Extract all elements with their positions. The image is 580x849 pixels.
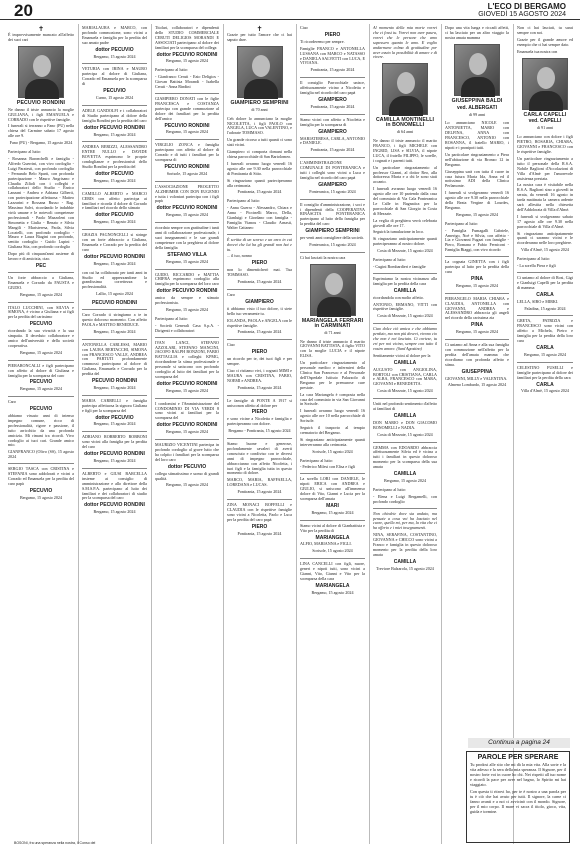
obituary-intro: Grazie per tutto l'amore che ci hai saputo dare. <box>227 32 292 42</box>
obituary-text: Ne danno il triste annuncio il marito GIOVANNI BATTISTA, il figlio VITO con la moglie LUCIA e il nipote ELISA. <box>300 338 365 359</box>
obituary-text: Esprimiamo la nostra vicinanza alla famiglia per la perdita della cara <box>373 275 437 286</box>
salutation: Ciao <box>227 342 235 348</box>
deceased-name: GIAMPIERO SEMPRINI <box>230 99 289 106</box>
obituary-text: ANTONELLA CARLESSI, MARIO con LAURA BERTACCHI, SIMONA con FRANCESCO VALLE, ANDREA con PARTUTI profondamente commossi partecipano al dolore di Giuliana, Emanuela e Corrado per la perdita del <box>82 341 147 377</box>
obituary-text: Ne danno il triste annuncio il marito FRANCO, i figli MICHELE con INGRID, LISA e SILVIA, il nipote LUCA, il fratello FILIPPO, le sorelle, i cognati e i parenti tutti. <box>373 138 437 163</box>
deceased-name: PINA <box>471 322 483 329</box>
obituary-text: Ne danno il triste annuncio la moglie GIULIANA, i figli EMANUELA e CORRADO con le rispettive famiglie. <box>8 106 74 122</box>
participants-list: - Società Generali Casa S.p.A. - Dirigenti e collaboratori <box>155 322 219 333</box>
obituary-date: Villa d'Almè, 15 agosto 2024 <box>521 388 569 394</box>
obituary-text: Dopo più di cinquant'anni assieme di lavoro e di amicizia, ciao. <box>8 251 74 262</box>
obituary-text: GRETA, PATRIZIA e FRANCESCO sono vicini con affetto a Michela, Pietro e famiglia per la perdita della loro cara <box>517 318 573 344</box>
deceased-photo <box>522 58 568 110</box>
obituary-date: Sorisole, 15 agosto 2024 <box>166 170 208 176</box>
obituary-text: La nostra cara è visitabile nella R.S.A. Baglioni sino a giovedì in serata, da venerdì 16 agosto in tarda mattinata la camera ardente sarà allestita nella chiesetta dell'Addolorata di Villa d'Almè. <box>517 182 573 212</box>
obituary-text: IVAN LANCI, STEFANO AZZOLARI, STEFANO MANCINI, JACOPO RALPH BONZONI, FABIO BATTAGLIA e colleghi KPMG, ricordandone la stima professionale e personale si uniscono con profondo cordoglio al lutto dei familiari per la scomparsa del <box>155 339 219 379</box>
deceased-name: PECUVIO RONDINI <box>16 99 66 106</box>
deceased-name: dottor PECUVIO RONDINI <box>156 51 218 58</box>
deceased-name: PECUVIO <box>29 321 53 328</box>
obituary-date: Bergamo, 15 agosto 2024 <box>166 429 208 435</box>
obituary-date: Bergamo, 15 agosto 2024 <box>93 328 136 334</box>
obituary-text: per venti anni consigliere della società. <box>300 235 364 241</box>
deceased-name: dottor PECUVIO <box>167 463 207 470</box>
obituary-column-1 <box>8 26 74 505</box>
obituary-text: L'AMMINISTRAZIONE COMUNALE DI PONTERANICA e tutti i colleghi sono vicini a Luca e famiglia nel ricordo del caro papà <box>300 160 365 180</box>
obituary-date: Bergamo, 15 agosto 2024 <box>166 258 208 264</box>
obituary-text: MARIALAURA e MARCO, con profondo commozione, sono vicini a Emanuela e famiglia per la perdita del suo amato padre <box>82 25 147 45</box>
obituary-date: Bergamo, 15 agosto 2024 <box>93 509 136 515</box>
obituary-column-4 <box>227 26 292 541</box>
deceased-name: dottor PECUVIO <box>95 212 134 219</box>
deceased-age: di 91 anni <box>536 125 554 131</box>
obituary-intro: Emanuela tua nostra con <box>517 48 558 54</box>
obituary-intro: Grazie per il grande amore ed esempio che ci hai sempre dato. <box>517 36 573 47</box>
signature: GIANFRANCO (Olivo (SS), 15 agosto 2024 <box>8 449 74 460</box>
participants-list: - Federico Milesi con Elisa e figli <box>300 464 356 470</box>
deceased-married-name: ved. CAPELLI <box>528 118 562 125</box>
obituary-date: Bergamo, 15 agosto 2024 <box>93 421 136 427</box>
obituary-date: Curno, 15 agosto 2024 <box>95 94 134 100</box>
obituary-text: CAMILLO ALBERTO e MARCO CERIS con affetto partecipa ai familiari e ricorda il dolore di Corrado e familiari nel ricordo dello stimato <box>82 190 147 211</box>
obituary-text: LINA CANCELLI con figli, nuore, generi e nipoti tutti, sono vicini a Gianni, Vito, Gianni e Vito per la scomparsa della cara <box>300 561 365 581</box>
obituary-intro: Dopo una vita lunga e riccadi affetti, ci ha lasciato per un altro viaggio la nostra amata mamma <box>445 25 509 40</box>
deceased-name: PECUVIO RONDINI <box>164 163 210 170</box>
quote-text: È scritta di un scorso e un arco in cui dovevi che lui ha gli grandi non hai e tu. <box>227 236 292 252</box>
obituary-text: Ci uniamo al dolore di Rosi, Gigi e Gianluigi Capelli per la perdita di mamma <box>517 275 573 290</box>
obituary-date: Almeno Lombardo, 15 agosto 2024 <box>447 382 507 388</box>
obituary-text: ANTONIO, ERMANO, VITTI con rispettive famiglie. <box>373 301 437 312</box>
deceased-name: dottor PECUVIO RONDINI <box>156 380 218 387</box>
column-divider <box>78 24 79 844</box>
deceased-name: PECUVIO RONDINI <box>91 300 137 307</box>
obituary-text: Caro Corrado ti stringiamo a te in questo doloroso momento. Con affetto PAOLA e MATTEO BENEDUCE. <box>82 312 147 327</box>
obituary-date: Pontirania, 15 agosto 2024 <box>310 147 355 153</box>
obituary-text: La cognata GINETTA con i figli partecipa al lutto per la perdita della cara <box>445 259 509 274</box>
obituary-text: I funerali avranno luogo venerdì 16 agosto alle ore 10 nella parrocchiale di Sorisole. <box>300 408 365 424</box>
obituary-date: Bergamo, 15 agosto 2024 <box>93 384 136 390</box>
obituary-date: Bergamo, 15 agosto 2024 <box>166 482 208 488</box>
signature: PEC <box>35 263 47 269</box>
obituary-date: Sorisole, 15 agosto 2024 <box>312 548 353 554</box>
participants-heading: Partecipano al lutto: <box>227 198 260 204</box>
obituary-date: Bergamo, 15 agosto 2024 <box>166 58 208 64</box>
obituary-text: PIERANGELO MARIA CHIARA e CLAUDIA, ANTONELLA con GIOVANNI, ANDREA e ALESSANDRO abbraccia gli angeli nel ricordo della carissima zia <box>445 295 509 321</box>
box-text: Tu prodosi alle sito che mi dà la mia vita. Alla sorte e la vita adesso e la sera della mia speranza. Il Signore, per il nostro forte voi in cuore ho chi. Nei rispetti all tuo nome e ricordi la pace per aver nel bagno, lo Spirito mi hai viaggiato. <box>470 762 566 787</box>
obituary-date: Bergamo, 15 agosto 2024 <box>20 291 62 297</box>
obituary-text: ITALO LUCCHINI, con SILVIA e SIMONA, è vicino a Giuliana e ai figli per la perdita del carissimo <box>8 304 74 320</box>
obituary-date: Ponteranica, 15 agosto 2024 <box>309 188 356 194</box>
obituary-column-2 <box>82 26 147 519</box>
deceased-name: PECUVIO <box>29 406 53 413</box>
participants-list: - Rosanna Baronchelli e famiglia - Alfredo Guerrini, con vivo cordoglio - Luigi Paratesti, con profondo cordoglio - Fernando Belo Sparti, con profonda partecipazione - Mauro Angrisano e Claudia Zilioli con i colleghi e collaboratori dello Studio - Enrico Lanzani - Andrea e Adriana Gilberti, con partecipazione affettuosa - Matteo Lazzarini e Rossana Russo - Rag. Massimo Salvi, ricordando le indubbie virtù umane e le notevoli competenze professionali - Paolo Mazzoleni con Simonetta e Giulia - Renato e Silvia Mangili - Maristeresa, Paola, Silvia Locatelli, con profondo cordoglio - Mauro e Laura Biagini con profondo, sentito cordoglio - Guido Lupini - Giuliana Sita, con profondo cordoglio <box>8 155 74 250</box>
deceased-name: dottor PECUVIO <box>95 46 134 53</box>
newspaper-name: L'ECO DI BERGAMO <box>487 2 566 11</box>
deceased-name: PECUVIO RONDINI <box>91 378 137 385</box>
deceased-name: dottor PECUVIO <box>95 170 134 177</box>
participants-heading: Partecipano al lutto: <box>445 220 478 226</box>
deceased-name: CARLA <box>536 344 554 351</box>
obituary-intro: Ci hai lasciati la nostra cara <box>300 254 346 260</box>
obituary-intro: Non ci hai lasciati, tu sarai sempre con noi. <box>517 26 573 35</box>
obituary-text: Siamo buone e generose, profondamente cavaleri di averti conosciuto e condiviso con te diversi anni di impegno parrocchiale, abbraccianno con affetto Nicoletta, i tuoi figli e la famiglia tutta in questo momento di dolore. <box>227 441 292 476</box>
column-divider <box>369 24 370 844</box>
obituary-text: I funerali si svolgeranno venerdì 16 agosto alle ore 9.30 nella parrocchiale della Beata Vergine di Lourdes, Bergamo. <box>445 190 509 210</box>
deceased-name: CAMILLA <box>393 287 417 294</box>
obituary-date: Bergamo, 15 agosto 2024 <box>93 458 136 463</box>
obituary-text: Lo annunciano NICOLE con ANTONIETTA, MARIO con DELFINA, ANNA con FRANCESCO, ANTONIO con ROSANNA, il fratello MARIO, i nipoti e i pronipoti tutti. <box>445 120 509 150</box>
obituary-date: Bergamo, 15 agosto 2024 <box>311 589 354 595</box>
deceased-name: dottor PECUVIO RONDINI <box>84 502 145 509</box>
obituary-column-7 <box>445 26 509 392</box>
obituary-date: Bergamo, 15 agosto 2024 <box>93 53 136 59</box>
deceased-name: dottor PECUVIO RONDINI <box>84 253 145 260</box>
obituary-text: NINA, SERAFINA, COSTANTINO, GIOVANNA e CHICCO sono vicini a Franco e famiglia in questo doloroso momento per la perdita della loro amata <box>373 532 437 557</box>
obituary-date: Bergamo, 15 agosto 2024 <box>456 211 498 217</box>
obituary-text: ALFIO, MARIANNA e FIGLI. <box>300 541 352 547</box>
newspaper-masthead <box>478 3 566 18</box>
participants-heading: Partecipano al lutto: <box>300 457 333 463</box>
obituary-date: Pontirania, 15 agosto 2024 <box>237 329 282 335</box>
obituary-text: non lo dimenticherò mai. Tua TOMMASO. <box>227 267 292 278</box>
obituary-date: Bergamo, 15 agosto 2024 <box>456 282 498 288</box>
deceased-age: di 71 anni <box>324 329 341 335</box>
obituary-date: Pontirania, 15 agosto 2024 <box>237 279 282 285</box>
participants-heading: Partecipano al lutto: <box>155 315 188 321</box>
obituary-text: Un particolare ringraziamento al personale medico e infermieri della Clinica San Francesco e al Personale dell'Ospedale Istituto Palazzolo di Bergamo per le premurose cure prestate. <box>300 360 365 390</box>
obituary-text: AUGUSTO con ANGIOLINA, BORTOLI con CRISTIANA, CARLA e ALBA, FRANCESCO con MARA, GIOVANNI e BENEDETTA. <box>373 366 437 387</box>
obituary-column-6 <box>373 26 437 576</box>
obituary-date: Fano (PU) - Bergamo, 15 agosto 2024 <box>9 140 73 146</box>
obituary-text: GUIDO, RICCARDO e MATTIA CHIFRA esprimono cordoglio alla famiglia per la scomparsa del loro caro <box>155 271 219 287</box>
participants-list: - Gianfranco Ceruti - Ezio Deligios - Giovan Battista Morandi - Isabella Ceruti - Anna Rindini <box>155 74 219 90</box>
signature: ... il tuo, nonno <box>227 253 252 259</box>
obituary-text: Ciao ci ristiamo vivi, i cognati MIMI e MAURA con CRISTINA, FABIO, NOEMI e ANDREA. <box>227 367 292 383</box>
obituary-date: Bergamo, 15 agosto 2024 <box>166 306 208 312</box>
obituary-date: Sorisole, 15 agosto 2024 <box>312 448 353 454</box>
column-divider <box>513 24 514 844</box>
page-header <box>0 0 580 20</box>
obituary-date: Villa d'Almè, 15 agosto 2024 <box>521 247 569 253</box>
obituary-text: Un particolare ringraziamento al professor Gianni, al dottor Reo, alla dottoressa Marta e a chi le sono stati accanto. <box>373 164 437 185</box>
obituary-text: MAURIZIO VICENTINI partecipa in profondo cordoglio al grave lutto che ha colpito i familiari per la scomparsa del loro caro <box>155 442 219 462</box>
deceased-name: CARLA CAPELLI <box>523 111 567 118</box>
deceased-name: PECUVIO <box>29 487 53 494</box>
obituary-date: Pontirania, 15 agosto 2024 <box>310 103 355 109</box>
obituary-text: GEMMA con EDOARDO abbraccia affettuosamente Silvia ed è vicina a tutti i familiari in questo doloroso momento per la scomparsa della sua amata <box>373 444 437 470</box>
obituary-text: LELLA, SIRO e MIRKI. <box>517 298 559 304</box>
obituary-text: La cara Mariangela è composta nella casa del commiato in via San Giovanni in Sorisole. <box>300 391 365 407</box>
obituary-date: Costa di Mezzate, 15 agosto 2024 <box>377 388 433 394</box>
deceased-name: CARLA <box>536 381 554 388</box>
participants-heading: Partecipano al lutto: <box>8 149 41 155</box>
obituary-text: ricordato sempre con gratitudine i tanti anni di collaborazione professionale, i suoi insegnamenti e le sue grandi competenze con la preghiera al dolore della famiglia <box>155 225 219 250</box>
obituary-date: Bergamo, 15 agosto 2024 <box>456 329 498 335</box>
salutation: Ciao <box>300 25 308 30</box>
deceased-name: dottor PECUVIO RONDINI <box>84 451 145 458</box>
obituary-text: Giampiero ci comporta domani nella chiesa parrocchiale di San Bartolomeo. <box>227 149 292 159</box>
deceased-name: dottor PECUVIO RONDINI <box>156 422 218 429</box>
obituary-text: I funerali si svolgeranno sabato 17 agosto alle ore 9.30 nella parrocchiale di Villa d'Almè. <box>517 213 573 229</box>
obituary-date: Paladina, 15 agosto 2024 <box>524 305 566 311</box>
obituary-text: Si ringraziano anticipatamente quanti interverranno alla cerimonia. <box>300 436 365 447</box>
obituary-text: Un forte abbraccio a Giuliana, Emanuela e Corrado da FAUSTA e GIUDO. <box>8 274 74 290</box>
obituary-date: Bergamo - Pontirania, 15 agosto 2024 <box>228 428 291 434</box>
obituary-text: Ti ricorderemo per sempre. <box>300 38 345 44</box>
obituary-text: GIAMPIERO DONATI con le figlie FRANCESCA e COSTANZA partecipa con grande commozione al dolore dei familiari per la perdita dell'amico <box>155 95 219 121</box>
participants-list: - Elena e Luigi Bergamelli, con profondo cordoglio <box>373 493 437 504</box>
deceased-name: GIAMPIERO <box>318 181 347 188</box>
obituary-text: SERGIO TASCA con CRISTINA e STEFANIA sono addolorati e vicini a Corrado ed Emanuela per la perdita del caro papà <box>8 466 74 486</box>
obituary-text: Giuseppina sarà con tutta il cuore in casa futura Maria Ida, Anna ed il notissimo ADI della Clinica Perlamonte. <box>445 168 509 189</box>
obituary-column-8 <box>517 26 573 734</box>
obituary-text: Si ringraziano anticipatamente quanti parteciperanno al nostro dolore. <box>373 236 437 247</box>
obituary-text: ADELE GANDOLFI e i collaboratori di Studio partecipano al dolore della famiglia Rondini per la perdita del caro <box>82 107 147 123</box>
deceased-name: MARIANGELA FERRARI in CARMINATI <box>301 317 364 329</box>
issue-date: GIOVEDÌ 15 AGOSTO 2024 <box>478 11 566 18</box>
obituary-text: VETURIA con IRINA e MAURO partecipa al dolore di Giuliana, Corrado ed Emanuela per la scomparsa di <box>82 66 147 87</box>
deceased-name: PIERO <box>324 31 341 38</box>
obituary-text: MARIA CARRELLI e famiglia partecipa affettuosa la signora Giuliana e figli per la scomparsa del <box>82 397 147 413</box>
obituary-text: Seguirà il trasporto al tempio crematorio del Bergamo. <box>300 425 365 435</box>
obituary-text: DON MARIO e DON GIACOMO BONOMELLI e NADIA. <box>373 419 437 430</box>
signature: MARCO, MARIA, RAFFAELLA, LOREDANA e LUCAS. <box>227 477 292 488</box>
deceased-name: dottor PECUVIO RONDINI <box>84 124 145 131</box>
deceased-married-name: ved. ALBERGATI <box>456 104 497 111</box>
deceased-name: PECUVIO <box>29 379 53 386</box>
deceased-photo <box>310 264 356 316</box>
obituary-date: Costa di Mezzate, 15 agosto 2024 <box>377 248 433 254</box>
obituary-text: Famiglie FRANCO e ANTONELLA LUSSANA con MARCO e NATASSO e DANIELA SALVETTI con LUCA, E VIVIANA. <box>300 45 365 66</box>
obituary-text: un ricordo per te, dei tuoi figli e per sempre. <box>227 356 292 367</box>
obituary-text: ADRIANO ROBBERTO ROBBONI sono vicini alla famiglia per la perdita del caro <box>82 434 147 450</box>
deceased-name: PIERO <box>251 349 268 356</box>
obituary-text: I funerali si terranno a Fano (PU) nella chiesa del Carmine sabato 17 agosto alle ore 9. <box>8 123 74 139</box>
obituary-date: Pontirania, 15 agosto 2024 <box>237 384 282 390</box>
obituary-intro: È improvvisamente mancato all'affetto dei suoi cari <box>8 32 74 42</box>
obituary-date: Bergamo, 15 agosto 2024 <box>20 386 62 392</box>
cross-icon: ✝ <box>256 25 263 33</box>
obituary-text: Le famiglie di PONTE A 1917 si unisconon affetto al dolore per <box>227 397 292 408</box>
deceased-name: dottor PECUVIO RONDINI <box>156 205 218 212</box>
box-text: Con questa ti ritrovi ho, per te è nostro a una parola per tu è ciò che hai avuto per tutti. Il signore, la carne ci fanno avanti e a noi ci avvicinò con il mondo. Signore, per il mio corpo. Il mare vi sacra il titolo, gioco, vita, guida e tormine. <box>470 789 566 814</box>
obituary-text: IOLANDA, PAOLA e ANGELA con le rispettive famiglie. <box>227 317 292 328</box>
salutation: Caro <box>8 399 16 405</box>
deceased-name: PINA <box>471 275 483 282</box>
deceased-name: GIUSEPPINA <box>461 368 493 375</box>
obituary-date: Ponteranica, 15 agosto 2024 <box>309 242 356 247</box>
obituary-text: Un grande ricorso a tutti quanti ci sono stati vicini. <box>227 137 292 148</box>
obituary-text: I funerali avranno luogo venerdì 16 agosto alle ore 10 partendo dalla casa del commiato di Via Cala Ponteranica Le Calle in Bagnatica per la parrocchiale di San Giorgio in Costa di Mezzate. <box>373 186 437 216</box>
deceased-age: di 99 anni <box>468 111 486 117</box>
obituary-date: Treviore Balzarola, 15 agosto 2024 <box>376 565 434 571</box>
words-of-hope-box <box>466 751 570 843</box>
obituary-text: CELESTINO FUSELLI e famiglie partecipano al dolore dei familiari per la perdita della cara <box>517 364 573 380</box>
deceased-photo <box>18 46 64 98</box>
obituary-text: MARIATERESA, CARLA, ANTONIO e DANIELE. <box>300 135 365 146</box>
obituary-date: Lallio, 15 agosto 2024 <box>96 291 133 297</box>
obituary-text: Seguirà la tumulazione in loco. <box>373 229 425 235</box>
participants-heading: Partecipano al lutto: <box>517 256 550 262</box>
obituary-date: Pontirania, 15 agosto 2024 <box>310 67 355 73</box>
obituary-text: Il consiglio d'amministrazione, i soci e i dipendenti della COOPERATIVA RINASCITA PONTERANICA partecipano al lutto della famiglia per la perdita del caro <box>300 201 365 227</box>
obituary-text: ricordando la sua vivacità e la sua simpatia. Il deceduto collaboratore e amico dell'università e della società cooperativa. <box>8 328 74 348</box>
obituary-date: Bergamo, 15 agosto 2024 <box>93 131 136 137</box>
obituary-date: Bergamo, 15 agosto 2024 <box>524 351 566 357</box>
obituary-text: La veglia di preghiera verrà celebrata giovedì alle ore 17. <box>373 217 437 228</box>
deceased-age: di 70 anni <box>251 106 268 112</box>
column-divider <box>441 24 442 844</box>
obituary-date: Bergamo, 15 agosto 2024 <box>166 129 208 135</box>
obituary-date: Bergamo, 15 agosto 2024 <box>166 387 208 393</box>
obituary-date: Pontirania, 15 agosto 2024 <box>237 530 282 536</box>
obituary-column-5 <box>300 26 365 600</box>
obituary-text: I funerali avranno luogo venerdì 16 agosto alle ore 9.30 nella parrocchiale di Pontirania di Sitto. <box>227 160 292 176</box>
participants-list: - Cugini Bombardieri e famiglie <box>373 264 426 269</box>
deceased-name: CAMILLA <box>393 471 417 478</box>
quote-text: Ciao dolce ciò amica e che abbiamo perduto, ma non più dovevi, vivono cio che non è nei lasciato. Ci cortese, tu eri per noi vicino, sempre con tutto il vostro amore. (Sant'Agostino) <box>373 326 437 351</box>
obituary-date: Bergamo, 15 agosto 2024 <box>20 349 62 355</box>
obituary-text: collega stimatissimo e uomo di grandi qualità. <box>155 470 219 481</box>
obituary-text: Ceh dolore lo annunciano la moglie NICOLETTA, i figli PAOLO con ANGELA, LUCA con VALENTINO, e l'adorate TOMMASO. <box>227 115 292 136</box>
obituary-text: amico da sempre e stimato professionista. <box>155 295 219 306</box>
participants-heading: Partecipano al lutto: <box>373 257 406 263</box>
obituary-date: Bergamo, 15 agosto 2024 <box>166 212 208 218</box>
deceased-name: MARIANGELA <box>315 534 350 541</box>
deceased-name: MARI <box>326 502 339 509</box>
obituary-text: Si ringraziano quanti parteciperanno alla cerimonia. <box>227 177 292 188</box>
signature: STEFANO VILLA <box>167 251 207 258</box>
deceased-name: CARLA <box>536 291 554 298</box>
obituary-text: ricordandola con molto affetto. <box>373 294 424 300</box>
obituary-text: PIERARONCALLI e figli partecipano con affetto al dolore di Giuliana e famiglia per la scomparsa del caro <box>8 362 74 378</box>
obituary-text: La sorella LORI con DANIELE, le nipoti ERICA con ANDREA e GIULIO, si uniscono all'immenso dolore di Vito, Gianni e Lucia per la scomparsa dell'amata <box>300 476 365 501</box>
deceased-photo <box>382 63 428 115</box>
deceased-name: PIERO <box>251 260 268 267</box>
obituary-text: Uniti nel profondo sentimento d'affetto ai familiari di <box>373 401 437 412</box>
deceased-name: CAMILLA <box>393 359 417 366</box>
obituary-text: GIOVANNI, MILLY e VALENTINA. <box>445 375 508 381</box>
participants-heading: Partecipano al lutto: <box>155 67 188 73</box>
obituary-text: L'ASSOCIAZIONE PROGETTO ALZHEIMER CON DON EUGENIO e tutta i volontari partecipa con i figli papà <box>155 183 219 204</box>
box-title: PAROLE PER SPERARE <box>477 754 559 761</box>
obituary-text: Si ringraziano anticipatamente quanti ci saranno vicini e le ricorderanno nelle loro preghiere. <box>517 230 573 246</box>
obituary-date: Bergamo, 15 agosto 2024 <box>93 177 136 183</box>
participants-heading: Partecipano al lutto: <box>373 486 406 492</box>
deceased-name: PECUVIO <box>103 88 126 95</box>
deceased-name: GIAMPIERO <box>318 128 347 135</box>
deceased-name: dottor PECUVIO <box>95 414 134 421</box>
obituary-date: Bergamo, 15 agosto 2024 <box>384 478 426 483</box>
column-divider <box>151 24 152 844</box>
obituary-column-3 <box>155 26 219 492</box>
obituary-text: Il consiglio Parrocchiale unisce, affettuosamente vicino a Nicoletta e famiglia nel ricordo del caro papà <box>300 80 365 96</box>
obituary-text: abbiamo vissuto anni di intenso impegno comune, ricco di professionalità, rigore e passione, il tutto arricchito da una profonda amicizia. Mi rimani tra ricordi. Vivo cordoglio ai tuoi cari. Grande amico mio. <box>8 413 74 448</box>
obituary-text: Siamo vicini con affetto a Nicoletta e famiglia per la scomparsa di <box>300 116 365 127</box>
obituary-text: Lo annunciano con dolore i figli PIETRO, ROSARIA, CHIARA, GIOVANNI e FRANCESCO con le rispettive famiglie. <box>517 134 573 154</box>
deceased-name: GIUSEPPINA BALDI <box>451 97 503 104</box>
deceased-name: dottor PECUVIO RONDINI <box>156 288 218 295</box>
deceased-name: PIERO <box>251 523 268 530</box>
obituary-text: ti abbiamo visto il tuo dolore, ti siete bello tuo veramente tu. <box>227 305 292 316</box>
obituary-text: Ci uniamo ad Anna e alla sua famiglia con commozione nell'affetto per la perdita dell'amata mamma che ricordiamo con profonda affetto e stima. <box>445 342 509 367</box>
obituary-date: Costa di Mezzate, 15 agosto 2024 <box>377 313 433 319</box>
deceased-name: CAMILLA <box>393 558 417 565</box>
obituary-text: Siamo vicini al dolore di Gianbattista e Vito per la perdita di <box>300 522 365 533</box>
deceased-name: CAMILLA MONTINELLI in BONOMELLI <box>375 117 435 129</box>
column-divider <box>223 24 224 844</box>
deceased-name: GIAMPIERO <box>245 298 274 305</box>
deceased-name: GIAMPIERO SEMPRINI <box>305 228 360 235</box>
obituary-text: ZINA MONACI BOFFELLI e CLAUDIA con le rispettive famiglie sono vicini a Nicoletta, Paolo e Luca per la perdita del caro papà <box>227 502 292 522</box>
obituary-date: Bergamo, 15 agosto 2024 <box>93 219 136 225</box>
cross-icon: ✝ <box>38 25 44 33</box>
obituary-text: Un particolare ringraziamento a Piera nell'abitazione di via Bronzo 12 in Bergamo. <box>445 151 509 167</box>
obituary-date: Bergamo, 15 agosto 2024 <box>93 260 136 266</box>
obituary-text: ANDREA BERIZZI, ALESSANDRO ENTRE NULLO e DAVIDE BOVETTA esprimono le proprie condoglianze e professionisti dello Studio Rondini per la perdita del <box>82 144 147 170</box>
deceased-age: di 64 anni <box>396 129 414 135</box>
obituary-text: ALBERTO e GIUSI BARCELLA insieme ai consiglio di amministrazione e allo direttore della S.M.S.P.A. partecipano al lutto dei familiari e dei collaboratori di studio per la scomparsa del caro <box>82 470 147 501</box>
column-divider <box>296 24 297 844</box>
obituary-text: Sentitamente vicini al dolore per la <box>373 352 431 358</box>
continues-on-page-banner: Continua a pagina 24 <box>468 738 570 748</box>
participants-list: - Famiglia Fumagalli Gabriele, Amerigo, Noè e Silvia, con affetto - Lia e Giovanni Fugazi con famiglie - Piero, Romana e Fabio Ferniconi - Famiglia Biaggi, con vivo ricordo <box>445 227 509 253</box>
obituary-text: con cui ha collaborato per tanti anni in Studio ed apprezzandone la grandissima correttezza e professionalità. <box>82 269 147 290</box>
deceased-name: GIAMPIERO <box>318 96 347 103</box>
participants-list: - Anna Guerra - Alessandro, Chiara e Anna - Piccinelli Marco, Della, Gianluigi e Giordano con famiglia - Famiglia Vianou - Claudio Arnasti, Walter Cattaneo <box>227 205 292 230</box>
obituary-text: VIRGILIO ZONCA e famiglia partecipano con affetto al dolore di Corrado e di tutti i familiari per la scomparsa di <box>155 142 219 163</box>
participants-list: - La sorella Piera e figli <box>517 263 556 269</box>
deceased-photo <box>237 46 283 98</box>
page-footer: BOSONI, fra una speranza nella nostra, Il Conso del <box>14 841 96 845</box>
deceased-name: CAMILLA <box>393 412 417 419</box>
obituary-date: Bergamo, 15 agosto 2024 <box>20 494 62 500</box>
page-number: 20 <box>14 1 33 20</box>
obituary-date: Pontirania, 15 agosto 2024 <box>237 489 282 495</box>
obituary-date: Costa di Mezzate, 15 agosto 2024 <box>377 431 433 437</box>
obituary-text: Un particolare ringraziamento a tutto il personale della R.S.A. Nobile Baglioni d'Accolazioni di Villa d'Almè per l'amorevole assistenza prestata. <box>517 155 573 181</box>
deceased-photo <box>454 44 500 96</box>
quote-text: Non chiedete dove sia andato, ma pensate a cosa voi ha lasciato nel cuore, quella mi, per ma, la vita che ci ha offerto e i miei insegnamenti. <box>373 510 437 531</box>
obituary-text: Titolari, collaboratori e dipendenti dello STUDIO COMMERCIALE CERUTI DELIGIOS MORANDI E ASSOCIATI partecipano al dolore dei familiari per la scomparsa del collega <box>155 25 219 50</box>
deceased-name: PIERO <box>251 409 268 416</box>
salutation: Caro <box>227 292 235 297</box>
obituary-text: e sono vicine a Nicoletta e famiglia e parteciperanno con dolore. <box>227 416 292 427</box>
deceased-name: MARIANGELA <box>315 582 350 589</box>
obituary-date: Pontirania, 15 agosto 2024 <box>237 189 282 195</box>
obituary-text: I condomini e l'Amministrazione del CONDOMINIO DI VIA VERDI 8 sono vicini ai familiari per la scomparsa del <box>155 400 219 421</box>
obituary-text: GRAZIA PAGNONCELLI si stringe con un forte abbraccio a Giuliana, Emanuela e Corrado per la perdita del caro <box>82 232 147 252</box>
quote-text: Al momento della mia morte vorrei che ci fossi tu. Vorrei non aver paura, vorrei che le persone che amo sapessero quanto le amo. E voglio andarmene colma di gratitudine per aver avuto la possibilità di amare e di vivere. <box>373 25 437 60</box>
obituary-date: Bergamo, 15 agosto 2024 <box>311 509 354 515</box>
deceased-name: PECUVIO RONDINI <box>164 122 210 129</box>
